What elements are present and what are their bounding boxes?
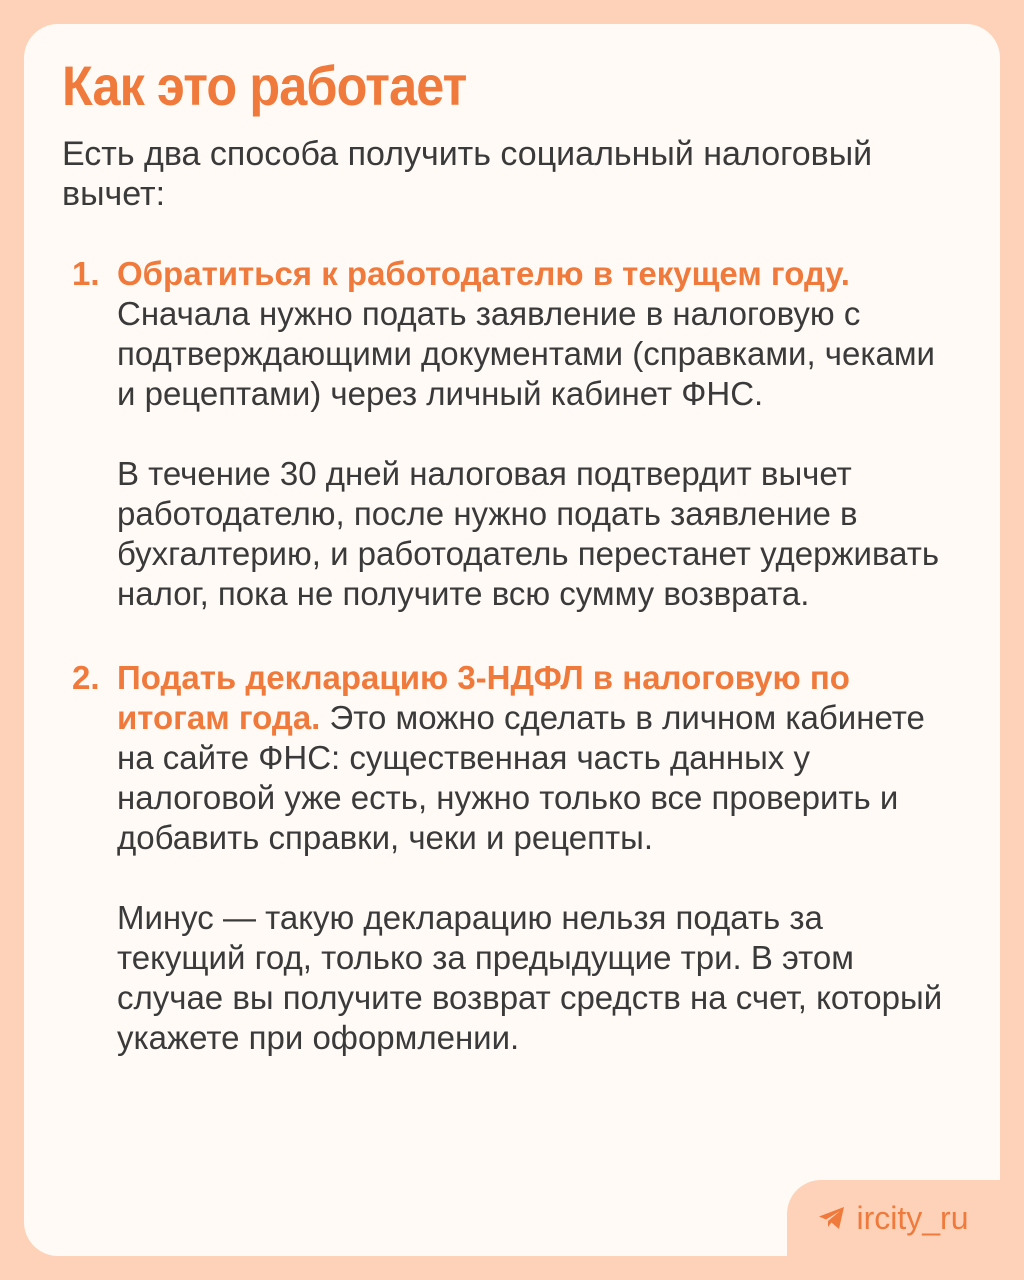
telegram-icon bbox=[818, 1206, 846, 1230]
item-text: Сначала нужно подать заявление в налоговую с подтверждающими документами (справками, чеками и рецептами) через личный кабинет ФНС. bbox=[117, 295, 935, 412]
item-number: 1. bbox=[72, 255, 100, 292]
item-paragraph-2: В течение 30 дней налоговая подтвердит вычет работодателю, после нужно подать заявление в бухгалтерию, и работодатель перестанет удерживать налог, пока не получите всю сумму возврата. bbox=[117, 455, 940, 612]
list-item-2 bbox=[72, 658, 952, 1058]
content-card bbox=[24, 24, 1000, 1256]
item-heading: Подать декларацию 3-НДФЛ в налоговую по итогам года. bbox=[117, 659, 850, 736]
list-item-1 bbox=[72, 254, 952, 614]
item-text: Это можно сделать в личном кабинете на сайте ФНС: существенная часть данных у налоговой уже есть, нужно только все проверить и добавить справки, чеки и рецепты. bbox=[117, 699, 925, 856]
item-paragraph bbox=[117, 658, 952, 858]
item-number: 2. bbox=[72, 659, 100, 696]
methods-list bbox=[72, 254, 952, 1102]
item-paragraph-2: Минус — такую декларацию нельзя подать за текущий год, только за предыдущие три. В этом случае вы получите возврат средств на счет, который укажете при оформлении. bbox=[117, 899, 943, 1056]
brand-badge[interactable] bbox=[787, 1180, 1000, 1256]
brand-name: ircity_ru bbox=[856, 1200, 969, 1236]
page-title: Как это работает bbox=[62, 54, 467, 117]
item-heading: Обратиться к работодателю в текущем году. bbox=[117, 255, 850, 292]
item-paragraph bbox=[117, 254, 952, 414]
intro-text: Есть два способа получить социальный налоговый вычет: bbox=[62, 135, 873, 213]
